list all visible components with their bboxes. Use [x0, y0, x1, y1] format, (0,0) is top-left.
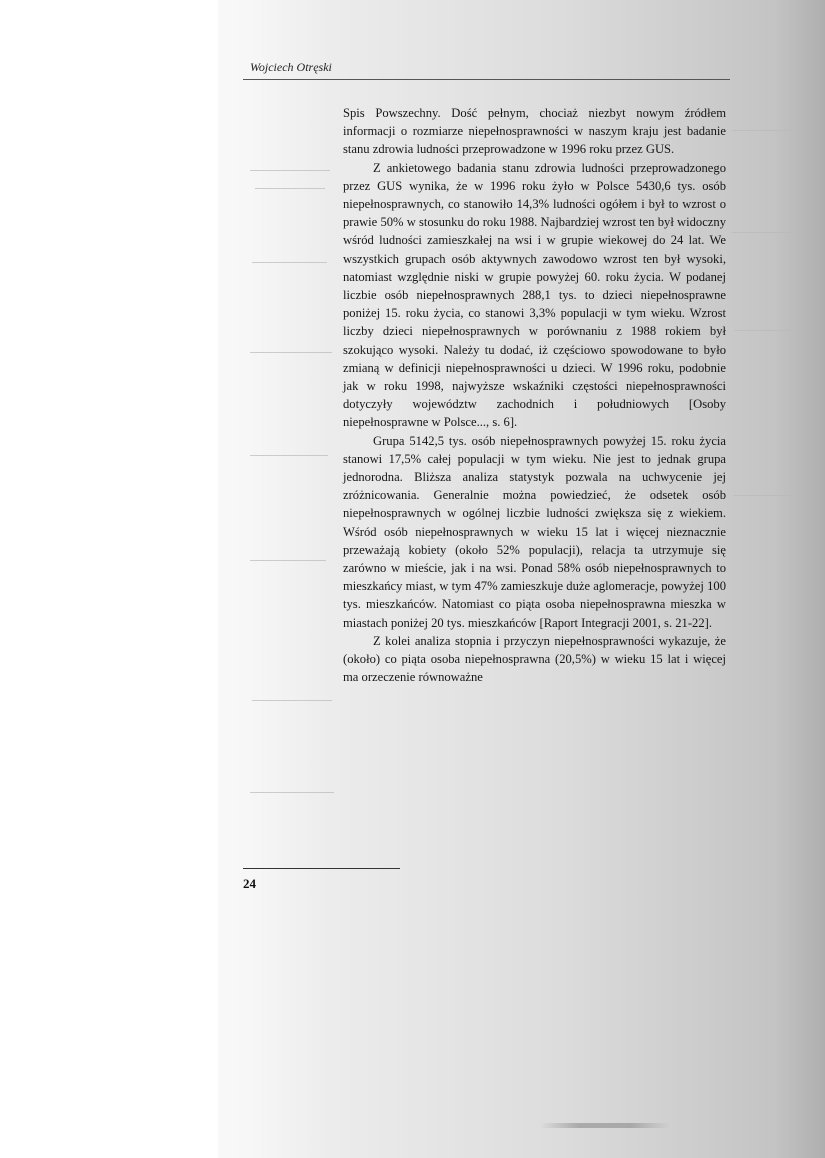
page-number: 24 — [243, 876, 256, 891]
bleed-through-line — [732, 130, 792, 131]
bleed-through-line — [252, 262, 327, 263]
footer-rule — [243, 868, 400, 869]
bleed-through-line — [250, 170, 330, 171]
scan-edge-shadow — [775, 0, 825, 1158]
bleed-through-line — [734, 330, 790, 331]
paragraph: Z ankietowego badania stanu zdrowia ludności przeprowadzonego przez GUS wynika, że w 1996 roku żyło w Polsce 5430,6 tys. osób niepełnosprawnych, co stanowiło 14,3% ludności ogółem i był to wzrost o prawie 50% w stosunku do roku 1988. Najbardziej wzrost ten był widoczny wśród ludności zamieszkałej na wsi i w grupie wiekowej do 24 lat. We wszystkich grupach osób aktywnych zawodowo wzrost ten był wysoki, natomiast względnie niski w grupie powyżej 60. roku życia. W podanej liczbie osób niepełnosprawnych 288,1 tys. to dzieci niepełnosprawne poniżej 15. roku życia, co stanowi 3,3% populacji w tym wieku. Wzrost liczby dzieci niepełnosprawnych w porównaniu z 1988 rokiem był szokująco wysoki. Należy tu dodać, iż częściowo spowodowane to było zmianą w definicji niepełnosprawności u dzieci. W 1996 roku, podobnie jak w roku 1998, najwyższe wskaźniki częstości niepełnosprawności dotyczyły województw zachodnich i południowych [Osoby niepełnosprawne w Polsce..., s. 6]. — [343, 160, 726, 430]
bleed-through-line — [250, 560, 326, 561]
paragraph: Spis Powszechny. Dość pełnym, chociaż niezbyt nowym źródłem informacji o rozmiarze niepełnosprawności w naszym kraju jest badanie stanu zdrowia ludności przeprowadzone w 1996 roku przez GUS. — [343, 106, 726, 157]
bleed-through-line — [255, 188, 325, 189]
paragraph: Z kolei analiza stopnia i przyczyn niepełnosprawności wykazuje, że (około) co piąta osoba niepełnosprawna (20,5%) w wieku 15 lat i więcej ma orzeczenie równoważne — [343, 633, 726, 685]
header-rule — [243, 79, 730, 80]
running-head: Wojciech Otręski — [250, 60, 332, 74]
bleed-through-line — [250, 352, 332, 353]
bleed-through-line — [252, 700, 332, 701]
body-text — [343, 104, 726, 687]
paragraph: Grupa 5142,5 tys. osób niepełnosprawnych powyżej 15. roku życia stanowi 17,5% całej populacji w tym wieku. Nie jest to jednak grupa jednorodna. Bliższa analiza statystyk pozwala na uchwycenie jej zróżnicowania. Generalnie można powiedzieć, że odsetek osób niepełnosprawnych w ogólnej liczbie ludności zwiększa się z wiekiem. Wśród osób niepełnosprawnych w wieku 15 lat i więcej nieznacznie przeważają kobiety (około 52% populacji), relacja ta utrzymuje się zarówno w mieście, jak i na wsi. Ponad 58% osób niepełnosprawnych to mieszkańcy miast, w tym 47% zamieszkuje duże aglomeracje, powyżej 100 tys. mieszkańców. Natomiast co piąta osoba niepełnosprawna mieszka w miastach poniżej 20 tys. mieszkańców [Raport Integracji 2001, s. 21-22]. — [343, 433, 726, 630]
bleed-through-line — [250, 792, 334, 793]
page-margin-left — [0, 0, 218, 1158]
bleed-through-line — [732, 232, 790, 233]
bleed-through-line — [250, 455, 328, 456]
bleed-through-line — [733, 495, 793, 496]
scan-smudge — [540, 1123, 670, 1128]
